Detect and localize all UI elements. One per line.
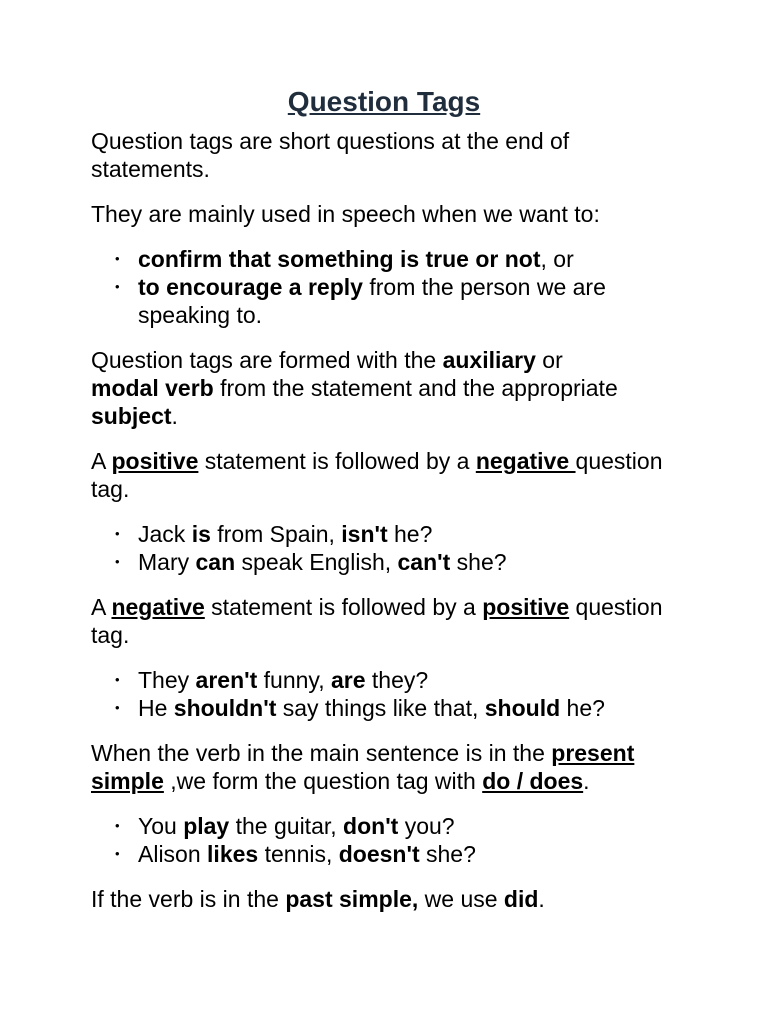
intro-uses-lead: They are mainly used in speech when we want to: (91, 201, 600, 227)
list-item: • They aren't funny, are they? (138, 666, 691, 694)
document-body (91, 127, 691, 913)
positive-examples-list (91, 520, 691, 576)
list-item: • Jack is from Spain, isn't he? (138, 520, 691, 548)
uses-list (91, 245, 691, 329)
list-item: • You play the guitar, don't you? (138, 812, 691, 840)
negative-rule-paragraph: A negative statement is followed by a positive question tag. (91, 594, 663, 648)
list-item: • to encourage a reply from the person we are speaking to. (138, 273, 691, 329)
list-item: • Alison likes tennis, doesn't she? (138, 840, 691, 868)
past-simple-paragraph: If the verb is in the past simple, we use did. (91, 886, 545, 912)
negative-examples-list (91, 666, 691, 722)
page-title: Question Tags (287, 86, 481, 117)
present-examples-list (91, 812, 691, 868)
list-item: • Mary can speak English, can't she? (138, 548, 691, 576)
list-item: • confirm that something is true or not, or (138, 245, 691, 273)
formation-paragraph: Question tags are formed with the auxiliary or modal verb from the statement and the appropriate subject. (91, 347, 618, 429)
present-simple-paragraph: When the verb in the main sentence is in the present simple ,we form the question tag with do / does. (91, 740, 635, 794)
positive-rule-paragraph: A positive statement is followed by a negative question tag. (91, 448, 663, 502)
intro-paragraph: Question tags are short questions at the end of statements. (91, 128, 570, 182)
list-item: • He shouldn't say things like that, should he? (138, 694, 691, 722)
